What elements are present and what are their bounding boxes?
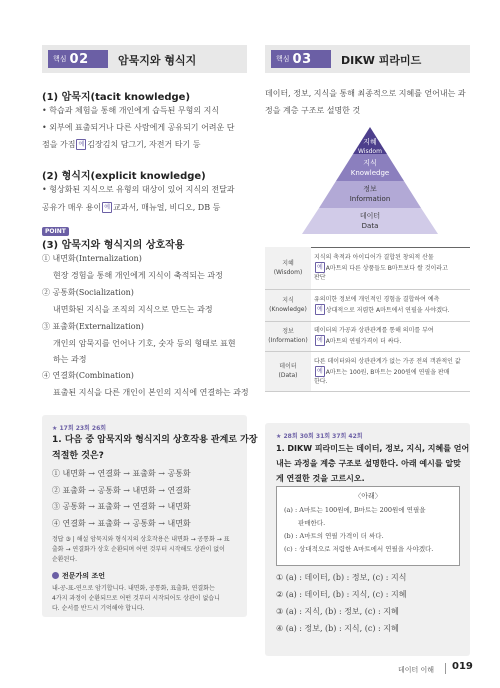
- pyramid-label-en: Data: [361, 222, 379, 230]
- pyramid-label-en: Information: [349, 195, 391, 203]
- answer-text: 순환된다.: [52, 556, 78, 563]
- list-item: ③ 표출화(Externalization): [42, 322, 144, 331]
- row-desc: [311, 289, 470, 321]
- bullet-text: • 외부에 표출되거나 다른 사람에게 공유되기 어려운 단: [42, 123, 235, 132]
- page-number: 019: [452, 661, 473, 672]
- list-item: ① 내면화(Internalization): [42, 254, 142, 263]
- row-example-text: 상대적으로 저렴한 A마트에서 연필을 사야겠다.: [325, 307, 450, 314]
- answer-text: 출화 → 연결화가 상호 순환되며 어떤 것부터 시작해도 상관이 없이: [52, 546, 225, 553]
- row-label: [265, 247, 311, 289]
- answer-text: 정답 ③ | 해설 암묵지와 형식지의 상호작용은 내면화 → 공통화 → 표: [52, 536, 230, 543]
- row-def: 데이터의 가공과 상관관계를 통해 의미를 부여: [314, 327, 434, 334]
- expert-icon: [52, 572, 59, 579]
- list-item-desc: 개인의 암묵지를 언어나 기호, 숫자 등의 형태로 표현: [53, 339, 236, 348]
- example-tag: 예: [104, 204, 110, 211]
- section-title: DIKW 피라미드: [341, 54, 422, 67]
- table-row: [265, 247, 470, 289]
- section-header-03: [265, 45, 470, 73]
- row-def: 다른 데이터와의 상관관계가 없는 가공 전의 객관적인 값: [314, 357, 461, 365]
- quiz-option[interactable]: ③ 공통화 → 표출화 → 연결화 → 내면화: [52, 502, 191, 511]
- row-example: [314, 366, 467, 377]
- example-item: (b) : A마트의 연필 가격이 더 싸다.: [284, 532, 384, 540]
- subsection-title: (3) 암묵지와 형식지의 상호작용: [42, 240, 185, 251]
- bullet-text: • 학습과 체험을 통해 개인에게 습득된 무형의 지식: [42, 106, 220, 115]
- section-badge: [271, 50, 331, 68]
- table-row: [265, 351, 470, 391]
- row-desc: [311, 247, 470, 289]
- dikw-table: [265, 247, 470, 392]
- bullet-part: 점을 가짐: [42, 140, 76, 149]
- row-example-text: A마트는 100원, B마트는 200원에 연필을 판매: [325, 368, 450, 376]
- pyramid-label-en: Knowledge: [350, 169, 390, 177]
- tip-text: 내-공-표-연으로 암기합니다. 내면화, 공통화, 표출화, 연결화는: [52, 585, 215, 592]
- row-label-en: (Knowledge): [269, 306, 307, 313]
- intro-text: 정을 계층 구조로 설명한 것: [265, 106, 361, 115]
- quiz-option[interactable]: ④ 연결화 → 표출화 → 공통화 → 내면화: [52, 519, 191, 528]
- bullet-part: 김장김치 담그기, 자전거 타기 등: [87, 140, 201, 149]
- row-label-ko: 데이터: [279, 363, 297, 370]
- row-example: [314, 335, 467, 346]
- example-tag: 예: [78, 141, 85, 148]
- pyramid-label-ko: 정보: [363, 185, 377, 193]
- section-title: 암묵지와 형식지: [118, 54, 197, 67]
- quiz-ref: ★ 28회 30회 31회 37회 42회: [276, 433, 363, 440]
- section-header-02: [42, 45, 247, 73]
- example-tag: 예: [317, 367, 323, 375]
- quiz-question: 1. DIKW 피라미드는 데이터, 정보, 지식, 지혜를 얻어: [276, 444, 470, 453]
- list-item: ② 공통화(Socialization): [42, 288, 134, 297]
- quiz-option[interactable]: ③ (a) : 지식, (b) : 정보, (c) : 지혜: [276, 607, 399, 616]
- row-def: 유의미한 정보에 개인적인 경험을 결합하여 예측: [314, 296, 440, 303]
- badge-prefix: 핵심: [276, 55, 290, 63]
- pyramid-label-ko: 지식: [363, 159, 377, 167]
- quiz-question: 적절한 것은?: [52, 451, 104, 461]
- row-example-text: A마트의 다른 상품들도 B마트보다 쌀 것이라고: [325, 265, 448, 273]
- pyramid-label: [330, 158, 410, 178]
- row-label: [265, 289, 311, 321]
- quiz-question: 내는 과정을 계층 구조로 설명한다. 아래 예시를 알맞: [276, 459, 461, 468]
- row-label-ko: 지식: [282, 297, 294, 304]
- badge-number: 03: [292, 51, 312, 67]
- bullet-text: [42, 200, 220, 215]
- table-row: [265, 289, 470, 321]
- example-item: (a) : A마트는 100원에, B마트는 200원에 연필을: [284, 506, 426, 514]
- quiz-option[interactable]: ① (a) : 데이터, (b) : 정보, (c) : 지식: [276, 573, 407, 582]
- example-title: 〈아래〉: [354, 492, 382, 500]
- bullet-part: 교과서, 매뉴얼, 비디오, DB 등: [112, 203, 221, 212]
- row-label-en: (Data): [278, 372, 298, 379]
- badge-prefix: 핵심: [53, 55, 67, 63]
- row-label: [265, 351, 311, 391]
- intro-text: 데이터, 정보, 지식을 통해 최종적으로 지혜를 얻어내는 과: [265, 89, 466, 98]
- bullet-text: [42, 137, 200, 152]
- pyramid-label: [330, 184, 410, 204]
- example-item: (c) : 상대적으로 저렴한 A마트에서 연필을 사야겠다.: [284, 545, 434, 553]
- row-example-cont: 한다.: [314, 377, 328, 385]
- pyramid-label: [330, 211, 410, 231]
- list-item-desc: 현장 경험을 통해 개인에게 지식이 축적되는 과정: [53, 271, 223, 280]
- example-tag: 예: [317, 306, 323, 313]
- tip-text: 4가지 과정이 순환되므로 어떤 것부터 시작되어도 상관이 없습니: [52, 595, 220, 602]
- list-item-desc: 표출된 지식을 다른 개인이 본인의 지식에 연결하는 과정: [53, 388, 249, 397]
- expert-tip-title: [52, 571, 105, 581]
- subsection-title: (2) 형식지(explicit knowledge): [42, 171, 206, 182]
- pyramid-label-ko: 지혜: [363, 138, 377, 146]
- quiz-question: 1. 다음 중 암묵지와 형식지의 상호작용 관계로 가장: [52, 435, 258, 445]
- pyramid-label: [330, 137, 410, 157]
- pyramid-label-ko: 데이터: [359, 212, 381, 220]
- row-example-text: A마트의 연필가격이 더 싸다.: [325, 338, 402, 345]
- pyramid-label-en: Wisdom: [358, 148, 382, 155]
- row-def: 지식의 축적과 아이디어가 결합된 창의적 산물: [314, 254, 434, 262]
- expert-label: 전문가의 조언: [62, 572, 106, 580]
- footer-section: 데이터 이해: [398, 666, 435, 674]
- quiz-option[interactable]: ② 표출화 → 공통화 → 내면화 → 연결화: [52, 486, 191, 495]
- example-item: 판매한다.: [298, 519, 326, 527]
- example-tag: 예: [317, 264, 323, 272]
- section-badge: [48, 50, 108, 68]
- row-label-ko: 지혜: [282, 259, 294, 267]
- badge-number: 02: [69, 51, 89, 67]
- quiz-ref: ★ 17회 23회 26회: [52, 425, 107, 432]
- row-label-en: (Information): [268, 337, 308, 344]
- quiz-option[interactable]: ④ (a) : 정보, (b) : 지식, (c) : 지혜: [276, 624, 399, 633]
- tip-text: 다. 순서를 반드시 기억해야 합니다.: [52, 605, 145, 612]
- footer-divider: [445, 663, 446, 674]
- row-example-cont: 판단: [314, 274, 326, 282]
- list-item-desc: 하는 과정: [53, 355, 87, 364]
- row-label: [265, 321, 311, 351]
- row-example: [314, 304, 467, 315]
- example-tag: 예: [317, 337, 323, 344]
- subsection-title: (1) 암묵지(tacit knowledge): [42, 92, 191, 103]
- quiz-option[interactable]: ② (a) : 데이터, (b) : 지식, (c) : 지혜: [276, 590, 407, 599]
- list-item: ④ 연결화(Combination): [42, 371, 134, 380]
- row-desc: [311, 321, 470, 351]
- table-row: [265, 321, 470, 351]
- row-label-en: (Wisdom): [273, 268, 303, 276]
- point-badge: POINT: [42, 227, 69, 236]
- row-desc: [311, 351, 470, 391]
- bullet-part: 공유가 매우 용이: [42, 203, 102, 212]
- bullet-text: • 형상화된 지식으로 유형의 대상이 있어 지식의 전달과: [42, 185, 235, 194]
- row-example: [314, 262, 467, 273]
- row-label-ko: 정보: [282, 328, 294, 335]
- quiz-option[interactable]: ① 내면화 → 연결화 → 표출화 → 공통화: [52, 469, 191, 478]
- quiz-question: 게 연결한 것을 고르시오.: [276, 474, 365, 483]
- list-item-desc: 내면화된 지식을 조직의 지식으로 만드는 과정: [53, 305, 213, 314]
